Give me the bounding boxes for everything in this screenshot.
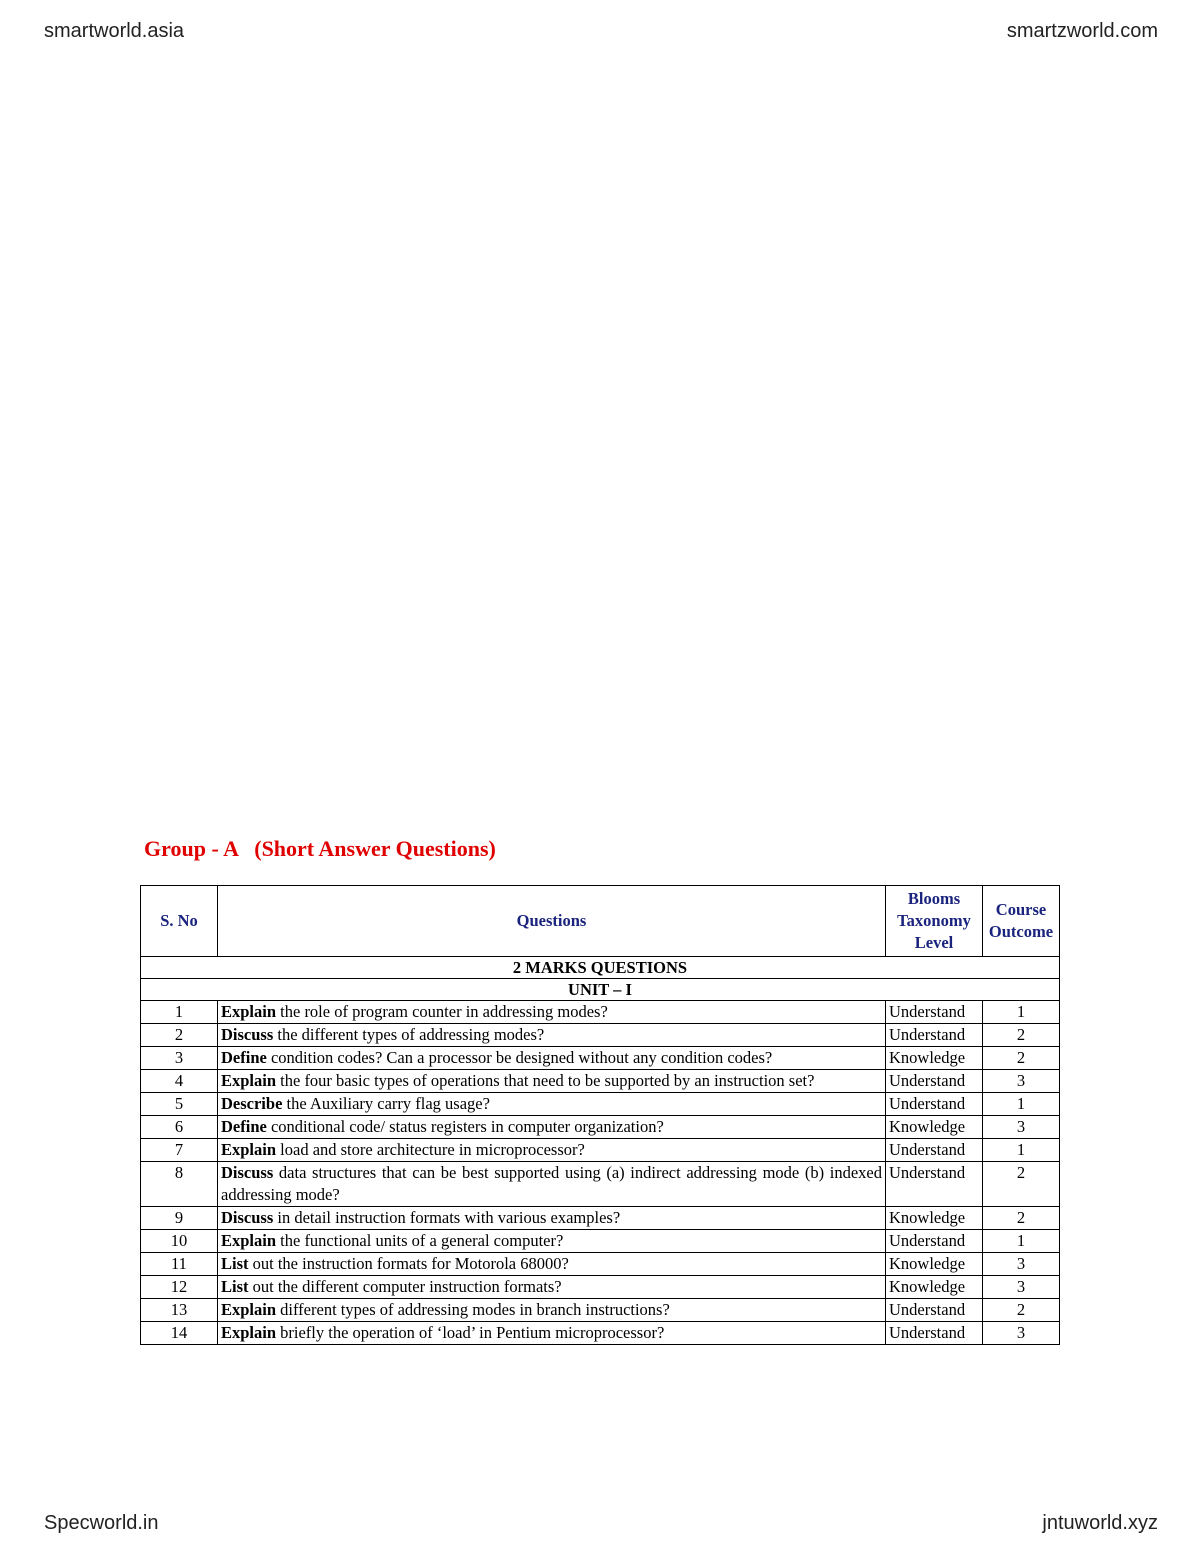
question-text: briefly the operation of ‘load’ in Pentium microprocessor? bbox=[276, 1323, 665, 1342]
row-course-outcome: 2 bbox=[983, 1207, 1060, 1230]
table-row bbox=[141, 1093, 1060, 1116]
question-verb: Discuss bbox=[221, 1163, 274, 1182]
table-row bbox=[141, 1299, 1060, 1322]
row-sno: 7 bbox=[141, 1139, 218, 1162]
table-row bbox=[141, 1047, 1060, 1070]
question-verb: Explain bbox=[221, 1231, 277, 1250]
section-title: 2 MARKS QUESTIONS bbox=[141, 957, 1060, 979]
watermark-bottom-right: jntuworld.xyz bbox=[1042, 1512, 1158, 1534]
row-blooms-level: Understand bbox=[886, 1070, 983, 1093]
row-question bbox=[218, 1047, 886, 1070]
row-sno: 14 bbox=[141, 1322, 218, 1345]
row-course-outcome: 1 bbox=[983, 1139, 1060, 1162]
row-blooms-level: Knowledge bbox=[886, 1276, 983, 1299]
question-text: the role of program counter in addressing modes? bbox=[276, 1002, 608, 1021]
question-text: data structures that can be best supported using (a) indirect addressing mode (b) indexed addressing mode? bbox=[221, 1163, 882, 1204]
row-blooms-level: Understand bbox=[886, 1322, 983, 1345]
row-blooms-level: Understand bbox=[886, 1139, 983, 1162]
header-blooms-level: Blooms Taxonomy Level bbox=[886, 886, 983, 957]
question-verb: Discuss bbox=[221, 1025, 274, 1044]
table-row bbox=[141, 1116, 1060, 1139]
table-row bbox=[141, 1207, 1060, 1230]
question-verb: List bbox=[221, 1277, 249, 1296]
question-text: out the instruction formats for Motorola 68000? bbox=[248, 1254, 569, 1273]
header-course-outcome: Course Outcome bbox=[983, 886, 1060, 957]
table-row bbox=[141, 1230, 1060, 1253]
question-verb: Explain bbox=[221, 1002, 277, 1021]
row-course-outcome: 1 bbox=[983, 1001, 1060, 1024]
row-sno: 1 bbox=[141, 1001, 218, 1024]
row-question bbox=[218, 1322, 886, 1345]
row-question bbox=[218, 1116, 886, 1139]
section-row bbox=[141, 957, 1060, 979]
watermark-top-right: smartzworld.com bbox=[1006, 20, 1158, 42]
row-sno: 10 bbox=[141, 1230, 218, 1253]
questions-table bbox=[140, 885, 1060, 1345]
table-row bbox=[141, 1162, 1060, 1207]
row-sno: 5 bbox=[141, 1093, 218, 1116]
row-course-outcome: 2 bbox=[983, 1299, 1060, 1322]
unit-title: UNIT – I bbox=[141, 979, 1060, 1001]
row-blooms-level: Knowledge bbox=[886, 1047, 983, 1070]
row-course-outcome: 2 bbox=[983, 1024, 1060, 1047]
row-question bbox=[218, 1093, 886, 1116]
row-question bbox=[218, 1070, 886, 1093]
row-blooms-level: Understand bbox=[886, 1230, 983, 1253]
row-question bbox=[218, 1253, 886, 1276]
question-text: the Auxiliary carry flag usage? bbox=[282, 1094, 490, 1113]
question-text: in detail instruction formats with various examples? bbox=[273, 1208, 621, 1227]
header-questions: Questions bbox=[218, 886, 886, 957]
row-blooms-level: Understand bbox=[886, 1001, 983, 1024]
question-text: load and store architecture in microprocessor? bbox=[276, 1140, 585, 1159]
row-question bbox=[218, 1207, 886, 1230]
question-verb: Describe bbox=[221, 1094, 283, 1113]
row-sno: 6 bbox=[141, 1116, 218, 1139]
question-verb: Explain bbox=[221, 1323, 277, 1342]
row-course-outcome: 3 bbox=[983, 1116, 1060, 1139]
header-sno: S. No bbox=[141, 886, 218, 957]
row-sno: 9 bbox=[141, 1207, 218, 1230]
question-verb: Discuss bbox=[221, 1208, 274, 1227]
table-row bbox=[141, 1024, 1060, 1047]
table-row bbox=[141, 1001, 1060, 1024]
row-course-outcome: 3 bbox=[983, 1070, 1060, 1093]
row-question bbox=[218, 1276, 886, 1299]
table-row bbox=[141, 1276, 1060, 1299]
row-sno: 12 bbox=[141, 1276, 218, 1299]
row-blooms-level: Understand bbox=[886, 1162, 983, 1207]
table-row bbox=[141, 1139, 1060, 1162]
question-text: different types of addressing modes in branch instructions? bbox=[276, 1300, 670, 1319]
row-sno: 13 bbox=[141, 1299, 218, 1322]
watermark-bottom-left: Specworld.in bbox=[44, 1512, 159, 1534]
row-course-outcome: 2 bbox=[983, 1047, 1060, 1070]
row-course-outcome: 1 bbox=[983, 1093, 1060, 1116]
question-text: the different types of addressing modes? bbox=[273, 1025, 545, 1044]
question-text: the functional units of a general computer? bbox=[276, 1231, 564, 1250]
row-question bbox=[218, 1162, 886, 1207]
row-question bbox=[218, 1139, 886, 1162]
watermark-top-left: smartworld.asia bbox=[44, 20, 185, 42]
question-verb: Explain bbox=[221, 1140, 277, 1159]
row-sno: 4 bbox=[141, 1070, 218, 1093]
row-question bbox=[218, 1024, 886, 1047]
row-blooms-level: Knowledge bbox=[886, 1207, 983, 1230]
table-row bbox=[141, 1253, 1060, 1276]
table-row bbox=[141, 1070, 1060, 1093]
row-sno: 2 bbox=[141, 1024, 218, 1047]
row-sno: 11 bbox=[141, 1253, 218, 1276]
row-blooms-level: Understand bbox=[886, 1093, 983, 1116]
row-course-outcome: 3 bbox=[983, 1253, 1060, 1276]
row-course-outcome: 3 bbox=[983, 1276, 1060, 1299]
question-text: out the different computer instruction formats? bbox=[248, 1277, 562, 1296]
unit-row bbox=[141, 979, 1060, 1001]
table-row bbox=[141, 1322, 1060, 1345]
question-verb: List bbox=[221, 1254, 249, 1273]
row-course-outcome: 3 bbox=[983, 1322, 1060, 1345]
row-question bbox=[218, 1299, 886, 1322]
group-title: Group - A (Short Answer Questions) bbox=[144, 836, 496, 861]
row-blooms-level: Knowledge bbox=[886, 1116, 983, 1139]
question-text: condition codes? Can a processor be designed without any condition codes? bbox=[266, 1048, 773, 1067]
question-text: conditional code/ status registers in computer organization? bbox=[266, 1117, 664, 1136]
table-header-row bbox=[141, 886, 1060, 957]
question-verb: Define bbox=[221, 1117, 267, 1136]
question-verb: Explain bbox=[221, 1071, 277, 1090]
row-blooms-level: Understand bbox=[886, 1299, 983, 1322]
row-question bbox=[218, 1001, 886, 1024]
row-question bbox=[218, 1230, 886, 1253]
row-course-outcome: 2 bbox=[983, 1162, 1060, 1207]
question-verb: Explain bbox=[221, 1300, 277, 1319]
question-text: the four basic types of operations that need to be supported by an instruction set? bbox=[276, 1071, 815, 1090]
question-verb: Define bbox=[221, 1048, 267, 1067]
row-blooms-level: Understand bbox=[886, 1024, 983, 1047]
row-sno: 3 bbox=[141, 1047, 218, 1070]
row-course-outcome: 1 bbox=[983, 1230, 1060, 1253]
row-blooms-level: Knowledge bbox=[886, 1253, 983, 1276]
row-sno: 8 bbox=[141, 1162, 218, 1207]
